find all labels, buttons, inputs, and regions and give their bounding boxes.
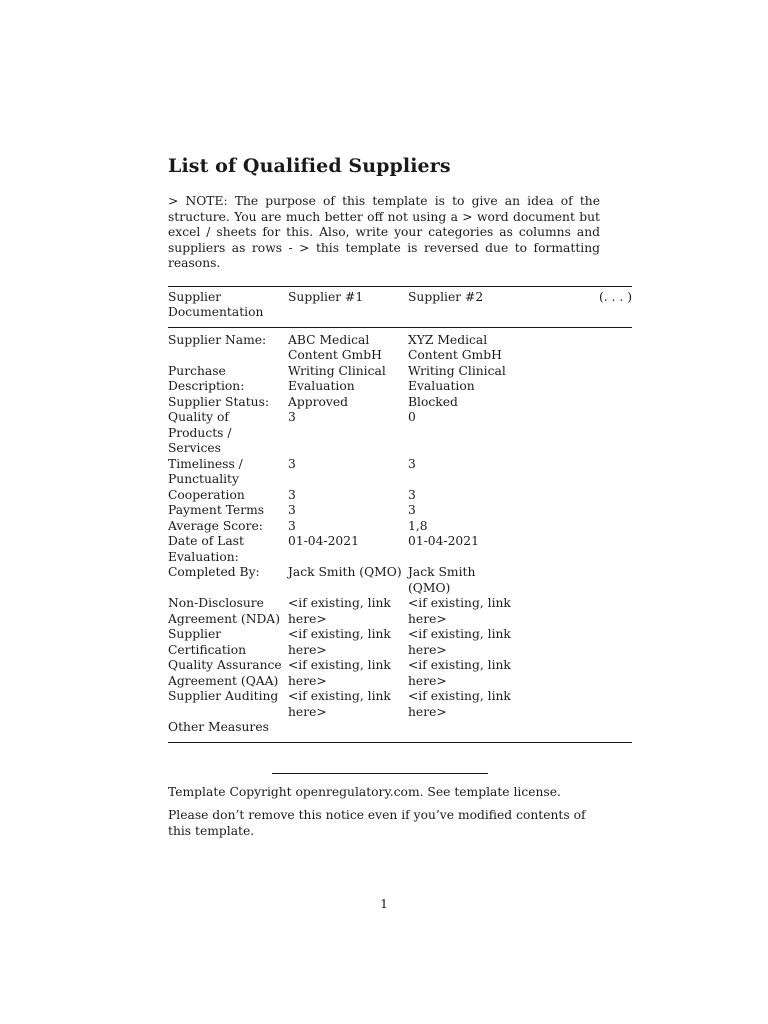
supplier-1-value-cell bbox=[288, 720, 408, 742]
supplier-2-value-cell bbox=[408, 565, 512, 596]
supplier-1-value: 3 bbox=[288, 487, 296, 502]
license-notice: Please don’t remove this notice even if you’ve modified contents of this template. bbox=[168, 808, 586, 838]
supplier-2-value: 3 bbox=[408, 456, 416, 471]
supplier-1-value-cell bbox=[288, 327, 408, 364]
row-label: Payment Terms bbox=[168, 503, 265, 517]
row-label-cell bbox=[168, 364, 288, 395]
supplier-2-value: Writing Clinical Evaluation bbox=[408, 363, 506, 393]
row-label-cell bbox=[168, 565, 288, 596]
row-label: Quality Assurance Agreement (QAA) bbox=[168, 658, 282, 688]
supplier-1-value: Writing Clinical Evaluation bbox=[288, 363, 386, 393]
copyright-notice: Template Copyright openregulatory.com. See template license. bbox=[168, 784, 561, 799]
supplier-1-value-cell bbox=[288, 503, 408, 519]
table-row bbox=[168, 720, 632, 742]
supplier-2-value-cell bbox=[408, 395, 512, 411]
supplier-1-value: 3 bbox=[288, 503, 296, 517]
supplier-1-value-cell bbox=[288, 565, 408, 596]
supplier-2-value-cell bbox=[408, 596, 512, 627]
supplier-1-value: 01-04-2021 bbox=[288, 534, 359, 548]
supplier-1-value-cell bbox=[288, 457, 408, 488]
more-suppliers-value-cell bbox=[512, 503, 632, 519]
supplier-2-value-cell bbox=[408, 720, 512, 742]
supplier-1-value-cell bbox=[288, 658, 408, 689]
table-row bbox=[168, 689, 632, 720]
supplier-1-value: <if existing, link here> bbox=[288, 658, 391, 688]
supplier-2-value-cell bbox=[408, 410, 512, 457]
supplier-2-value: 3 bbox=[408, 503, 416, 517]
supplier-1-value-cell bbox=[288, 534, 408, 565]
table-row bbox=[168, 488, 632, 504]
more-suppliers-value-cell bbox=[512, 488, 632, 504]
row-label-cell bbox=[168, 720, 288, 742]
supplier-1-value-cell bbox=[288, 689, 408, 720]
more-suppliers-value-cell bbox=[512, 327, 632, 364]
table-row bbox=[168, 519, 632, 535]
row-label: Cooperation bbox=[168, 487, 245, 502]
supplier-2-value-cell bbox=[408, 519, 512, 535]
more-suppliers-value-cell bbox=[512, 658, 632, 689]
supplier-2-value: <if existing, link here> bbox=[408, 596, 511, 626]
more-suppliers-value-cell bbox=[512, 519, 632, 535]
table-row bbox=[168, 627, 632, 658]
supplier-1-value-cell bbox=[288, 395, 408, 411]
row-label-cell bbox=[168, 410, 288, 457]
supplier-1-value-cell bbox=[288, 519, 408, 535]
document-page bbox=[168, 152, 632, 839]
supplier-2-value: 01-04-2021 bbox=[408, 534, 479, 548]
supplier-2-value: <if existing, link here> bbox=[408, 627, 511, 657]
supplier-2-value-cell bbox=[408, 627, 512, 658]
page-title: List of Qualified Suppliers bbox=[168, 155, 451, 177]
row-label: Supplier Auditing bbox=[168, 689, 279, 703]
row-label: Purchase Description: bbox=[168, 363, 245, 393]
row-label: Other Measures bbox=[168, 720, 269, 734]
more-suppliers-value-cell bbox=[512, 689, 632, 720]
more-suppliers-value-cell bbox=[512, 410, 632, 457]
more-suppliers-value-cell bbox=[512, 565, 632, 596]
supplier-2-value-cell bbox=[408, 327, 512, 364]
supplier-1-value-cell bbox=[288, 410, 408, 457]
table-header-row bbox=[168, 286, 632, 327]
row-label: Supplier Status: bbox=[168, 394, 270, 409]
table-row bbox=[168, 395, 632, 411]
supplier-2-value: 3 bbox=[408, 487, 416, 502]
supplier-table bbox=[168, 286, 632, 743]
table-row bbox=[168, 410, 632, 457]
table-row bbox=[168, 327, 632, 364]
page-number: 1 bbox=[380, 897, 388, 911]
supplier-1-value-cell bbox=[288, 596, 408, 627]
row-label-cell bbox=[168, 327, 288, 364]
row-label-cell bbox=[168, 488, 288, 504]
supplier-2-value: XYZ Medical Content GmbH bbox=[408, 332, 502, 362]
row-label-cell bbox=[168, 689, 288, 720]
more-suppliers-value-cell bbox=[512, 627, 632, 658]
table-row bbox=[168, 503, 632, 519]
header-supplier-1: Supplier #1 bbox=[288, 289, 364, 304]
row-label: Date of Last Evaluation: bbox=[168, 534, 244, 564]
more-suppliers-value-cell bbox=[512, 596, 632, 627]
footer-divider bbox=[272, 773, 488, 774]
row-label-cell bbox=[168, 519, 288, 535]
row-label: Supplier Name: bbox=[168, 332, 267, 347]
supplier-2-value-cell bbox=[408, 689, 512, 720]
table-row bbox=[168, 658, 632, 689]
table-row bbox=[168, 534, 632, 565]
row-label: Timeliness / Punctuality bbox=[168, 456, 243, 486]
template-note: > NOTE: The purpose of this template is to give an idea of the structure. You are much better off not using a > word document but excel / sheets for this. Also, write your categories as columns and suppliers as rows - > this template is reversed due to formatting reasons. bbox=[168, 194, 600, 270]
table-row bbox=[168, 457, 632, 488]
supplier-1-value: 3 bbox=[288, 456, 296, 471]
supplier-2-value: 0 bbox=[408, 410, 416, 424]
header-supplier-documentation: Supplier Documentation bbox=[168, 289, 264, 319]
row-label-cell bbox=[168, 534, 288, 565]
row-label: Average Score: bbox=[168, 518, 263, 533]
supplier-1-value: <if existing, link here> bbox=[288, 627, 391, 657]
row-label-cell bbox=[168, 658, 288, 689]
header-supplier-2: Supplier #2 bbox=[408, 289, 484, 304]
supplier-2-value: Blocked bbox=[408, 394, 458, 409]
row-label: Non-Disclosure Agreement (NDA) bbox=[168, 596, 280, 626]
supplier-1-value: 3 bbox=[288, 518, 296, 533]
supplier-2-value: 1,8 bbox=[408, 518, 428, 533]
supplier-1-value-cell bbox=[288, 627, 408, 658]
row-label-cell bbox=[168, 457, 288, 488]
supplier-2-value-cell bbox=[408, 658, 512, 689]
supplier-2-value: <if existing, link here> bbox=[408, 658, 511, 688]
supplier-1-value: 3 bbox=[288, 410, 296, 424]
table-row bbox=[168, 364, 632, 395]
supplier-1-value-cell bbox=[288, 488, 408, 504]
more-suppliers-value-cell bbox=[512, 364, 632, 395]
supplier-1-value: Jack Smith (QMO) bbox=[288, 565, 402, 579]
row-label-cell bbox=[168, 395, 288, 411]
supplier-1-value-cell bbox=[288, 364, 408, 395]
supplier-2-value-cell bbox=[408, 534, 512, 565]
supplier-2-value-cell bbox=[408, 364, 512, 395]
more-suppliers-value-cell bbox=[512, 395, 632, 411]
supplier-2-value-cell bbox=[408, 488, 512, 504]
more-suppliers-value-cell bbox=[512, 457, 632, 488]
supplier-1-value: ABC Medical Content GmbH bbox=[288, 332, 382, 362]
table-row bbox=[168, 596, 632, 627]
supplier-1-value: <if existing, link here> bbox=[288, 689, 391, 719]
row-label-cell bbox=[168, 503, 288, 519]
row-label: Supplier Certification bbox=[168, 627, 247, 657]
more-suppliers-value-cell bbox=[512, 534, 632, 565]
row-label-cell bbox=[168, 596, 288, 627]
row-label-cell bbox=[168, 627, 288, 658]
supplier-2-value-cell bbox=[408, 457, 512, 488]
supplier-2-value: Jack Smith (QMO) bbox=[408, 565, 476, 595]
supplier-2-value: <if existing, link here> bbox=[408, 689, 511, 719]
supplier-1-value: <if existing, link here> bbox=[288, 596, 391, 626]
row-label: Quality of Products / Services bbox=[168, 410, 232, 455]
table-row bbox=[168, 565, 632, 596]
supplier-2-value-cell bbox=[408, 503, 512, 519]
header-more-suppliers: (. . . ) bbox=[598, 289, 632, 304]
row-label: Completed By: bbox=[168, 565, 260, 579]
table-body bbox=[168, 327, 632, 742]
more-suppliers-value-cell bbox=[512, 720, 632, 742]
supplier-1-value: Approved bbox=[288, 394, 349, 409]
